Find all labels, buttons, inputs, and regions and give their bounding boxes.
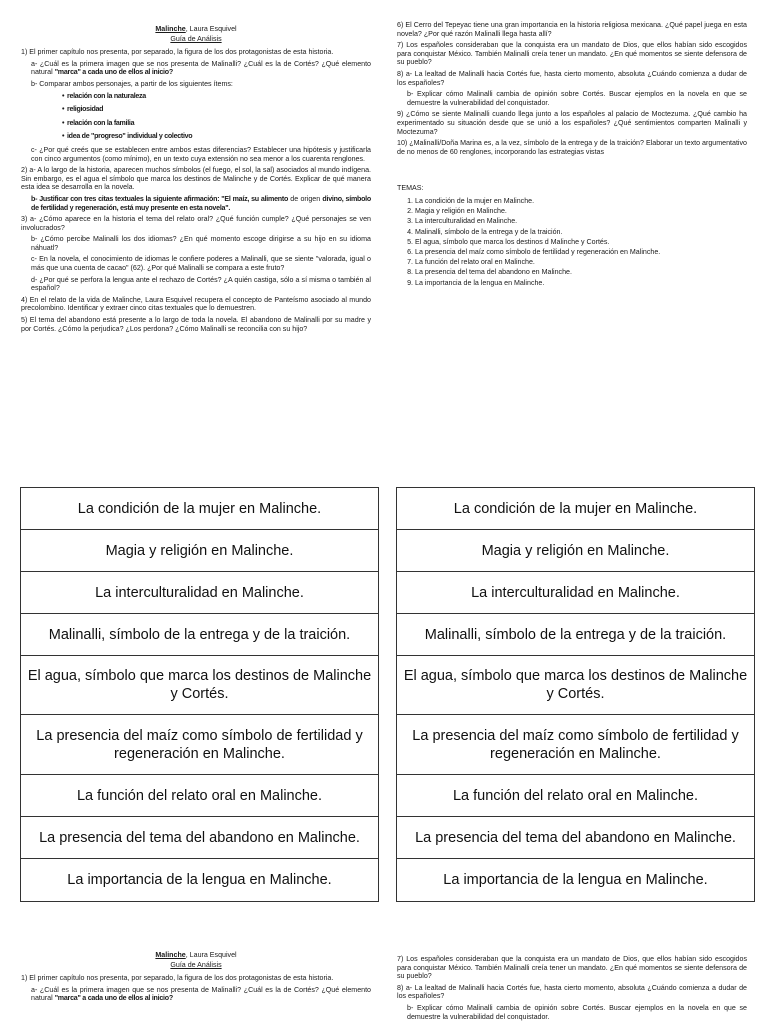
topic-card: La presencia del maíz como símbolo de fertilidad y regeneración en Malinche. — [21, 715, 378, 775]
question-2: 2) a- A lo largo de la historia, aparecen muchos símbolos (el fuego, el sol, la sal) asociados al mundo indígena. Sin embargo, es el agua el símbolo que marca los destinos de Malinche y de Cortés. Explicar de qué manera esta idea se desarrolla en la novela. — [21, 166, 371, 192]
tema-item: 4. Malinalli, símbolo de la entrega y de la traición. — [415, 227, 747, 237]
doc-title: Malinche, Laura Esquivel — [155, 25, 237, 33]
question-8: 8) a- La lealtad de Malinalli hacia Cortés fue, hasta cierto momento, absoluta ¿Cuándo comienza a dudar de los españoles? — [397, 983, 747, 1001]
guide-right-repeat — [397, 955, 747, 1024]
tema-item: 8. La presencia del tema del abandono en Malinche. — [415, 267, 747, 277]
topic-card: La presencia del tema del abandono en Malinche. — [397, 817, 754, 859]
question-7: 7) Los españoles consideraban que la conquista era un mandato de Dios, que ellos habían sido escogidos para conquistar México. También Malinalli creía tener un mandato. ¿En qué momentos se siente defensora de su pueblo? — [397, 41, 747, 67]
comparison-items — [21, 92, 371, 141]
topic-card: La importancia de la lengua en Malinche. — [67, 872, 332, 888]
guide-left-repeat — [21, 951, 371, 1024]
question-8b: b- Explicar cómo Malinalli cambia de opinión sobre Cortés. Buscar ejemplos en la novela en que se demuestre la vulnerabilidad del conquistador. — [407, 90, 747, 107]
tema-item: 9. La importancia de la lengua en Malinche. — [415, 278, 747, 288]
question-3b: b- ¿Cómo percibe Malinalli los dos idiomas? ¿En qué momento escoge dirigirse a su hijo en su idioma náhuatl? — [31, 235, 371, 252]
topic-cards-left — [20, 487, 379, 902]
question-6: 6) El Cerro del Tepeyac tiene una gran importancia en la historia religiosa mexicana. ¿Qué papel juega en esta novela? ¿Por qué razón Malinalli llega hasta allí? — [397, 21, 747, 38]
topic-card: El agua, símbolo que marca los destinos de Malinche y Cortés. — [21, 656, 378, 715]
comparison-item: • relación con la naturaleza — [67, 92, 371, 101]
doc-title: Malinche, Laura Esquivel — [155, 951, 237, 959]
temas-heading: TEMAS: — [397, 184, 424, 193]
question-1c: c- ¿Por qué creés que se establecen entre ambos estas diferencias? Establecer una hipótesis y justificarla con cinco argumentos (como mínimo), en un texto cuya extensión no sea menor a los cuarenta renglones. — [31, 145, 371, 163]
question-1a: a- ¿Cuál es la primera imagen que se nos presenta de Malinalli? ¿Cuál es la de Cortés? ¿Qué elemento natural "marca" a cada uno de ellos al inicio? — [31, 59, 371, 77]
topic-card: Magia y religión en Malinche. — [21, 530, 378, 572]
topic-card: La función del relato oral en Malinche. — [397, 775, 754, 817]
guide-left-column — [21, 25, 371, 336]
topic-card: La presencia del maíz como símbolo de fertilidad y regeneración en Malinche. — [397, 715, 754, 775]
doc-subtitle: Guía de Análisis — [170, 34, 222, 43]
tema-item: 1. La condición de la mujer en Malinche. — [415, 196, 747, 206]
temas-list — [397, 196, 747, 288]
question-1: 1) El primer capítulo nos presenta, por separado, la figura de los dos protagonistas de esta historia. — [21, 974, 334, 983]
tema-item: 2. Magia y religión en Malinche. — [415, 206, 747, 216]
doc-subtitle: Guía de Análisis — [170, 960, 222, 969]
question-9: 9) ¿Cómo se siente Malinalli cuando llega junto a los españoles al palacio de Moctezuma. ¿Qué cambio ha experimentado su situación desde que se unió a los españoles? ¿Qué sentimientos comparten Malinalli y Moctezuma? — [397, 110, 747, 136]
topic-card: La interculturalidad en Malinche. — [21, 572, 378, 614]
question-3c: c- En la novela, el conocimiento de idiomas le confiere poderes a Malinalli, que se siente "valorada, igual o más que una cuenta de cacao" (62). ¿Por qué Malinalli se compara a este fruto? — [31, 255, 371, 273]
comparison-item: • relación con la familia — [67, 119, 371, 128]
tema-item: 5. El agua, símbolo que marca los destinos d Malinche y Cortés. — [415, 237, 747, 247]
topic-card: La interculturalidad en Malinche. — [397, 572, 754, 614]
tema-item: 3. La interculturalidad en Malinche. — [415, 216, 747, 226]
guide-right-column — [397, 21, 747, 288]
question-1b: b- Comparar ambos personajes, a partir de los siguientes ítems: — [31, 79, 233, 88]
topic-card: Malinalli, símbolo de la entrega y de la traición. — [397, 614, 754, 656]
topic-cards-right — [396, 487, 755, 902]
question-7: 7) Los españoles consideraban que la conquista era un mandato de Dios, que ellos habían sido escogidos para conquistar México. También Malinalli creía tener un mandato. ¿En qué momentos se siente defensora de su pueblo? — [397, 955, 747, 981]
question-2b: b- Justificar con tres citas textuales la siguiente afirmación: "El maíz, su alimento de origen divino, símbolo de fertilidad y regeneración, está muy presente en esta novela". — [31, 194, 371, 212]
comparison-item: • religiosidad — [67, 105, 371, 114]
topic-card: Malinalli, símbolo de la entrega y de la traición. — [21, 614, 378, 656]
topic-card: La importancia de la lengua en Malinche. — [443, 872, 708, 888]
topic-card: El agua, símbolo que marca los destinos de Malinche y Cortés. — [397, 656, 754, 715]
topic-card: La presencia del tema del abandono en Malinche. — [21, 817, 378, 859]
tema-item: 7. La función del relato oral en Malinche. — [415, 257, 747, 267]
question-3d: d- ¿Por qué se perfora la lengua ante el rechazo de Cortés? ¿A quién castiga, sólo a sí misma o también al español? — [31, 275, 371, 293]
tema-item: 6. La presencia del maíz como símbolo de fertilidad y regeneración en Malinche. — [415, 247, 747, 257]
question-1: 1) El primer capítulo nos presenta, por separado, la figura de los dos protagonistas de esta historia. — [21, 48, 334, 57]
question-8b: b- Explicar cómo Malinalli cambia de opinión sobre Cortés. Buscar ejemplos en la novela en que se demuestre la vulnerabilidad del conquistador. — [407, 1003, 747, 1021]
question-5: 5) El tema del abandono está presente a lo largo de toda la novela. El abandono de Malinalli por su madre y por Cortés. ¿Cómo la perjudica? ¿Los perdona? ¿Cómo Malinalli se reconcilia con su hijo? — [21, 316, 371, 333]
question-4: 4) En el relato de la vida de Malinche, Laura Esquivel recupera el concepto de Panteísmo asociado al mundo precolombino. Identificar y extraer cinco citas textuales que lo demuestren. — [21, 295, 371, 313]
topic-card: La función del relato oral en Malinche. — [21, 775, 378, 817]
topic-card: La condición de la mujer en Malinche. — [397, 488, 754, 530]
question-10: 10) ¿Malinalli/Doña Marina es, a la vez, símbolo de la entrega y de la traición? Elaborar un texto argumentativo de no menos de 60 renglones, incorporando las estrategias vistas — [397, 139, 747, 156]
comparison-item: • idea de "progreso" individual y colectivo — [67, 132, 371, 141]
question-8: 8) a- La lealtad de Malinalli hacia Cortés fue, hasta cierto momento, absoluta ¿Cuándo comienza a dudar de los españoles? — [397, 69, 747, 87]
question-3: 3) a- ¿Cómo aparece en la historia el tema del relato oral? ¿Qué función cumple? ¿Qué personajes se ven involucrados? — [21, 215, 371, 232]
question-1a: a- ¿Cuál es la primera imagen que se nos presenta de Malinalli? ¿Cuál es la de Cortés? ¿Qué elemento natural "marca" a cada uno de ellos al inicio? — [31, 985, 371, 1003]
topic-card: Magia y religión en Malinche. — [397, 530, 754, 572]
topic-card: La condición de la mujer en Malinche. — [21, 488, 378, 530]
